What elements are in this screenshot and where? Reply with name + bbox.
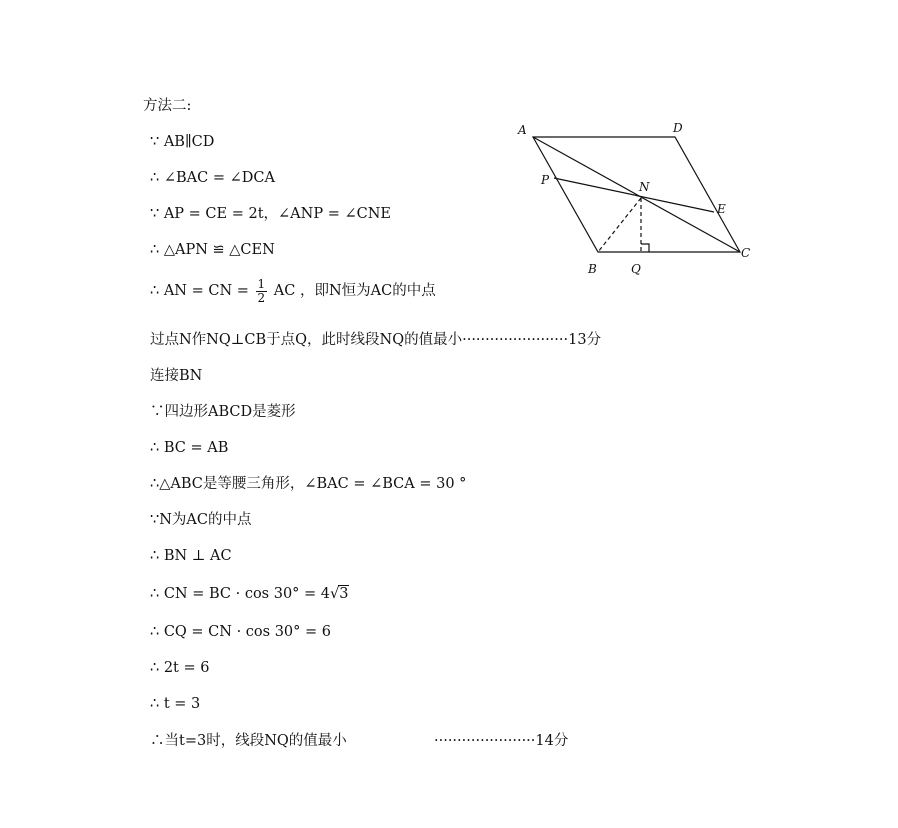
score-marker: ······················14分 bbox=[434, 733, 569, 749]
step-line: ∵四边形ABCD是菱形 bbox=[150, 404, 296, 420]
fraction bbox=[256, 278, 268, 305]
step-line-fraction bbox=[150, 276, 436, 306]
rhombus-diagram bbox=[505, 115, 765, 280]
label-c: C bbox=[741, 246, 751, 260]
fraction-numerator: 1 bbox=[257, 276, 266, 291]
label-b: B bbox=[588, 262, 597, 276]
step-line: ∵N为AC的中点 bbox=[150, 512, 252, 528]
step-line: ∴△ABC是等腰三角形，∠BAC = ∠BCA = 30 ° bbox=[150, 476, 467, 492]
segment-bn-dashed bbox=[598, 198, 641, 252]
step-line: ∴ △APN ≌ △CEN bbox=[150, 242, 275, 258]
step-line: ∴ CQ = CN · cos 30° = 6 bbox=[150, 624, 331, 640]
step-line: ∴ BC = AB bbox=[150, 440, 229, 456]
fraction-denominator: 2 bbox=[257, 290, 266, 305]
label-n: N bbox=[639, 180, 650, 194]
label-a: A bbox=[518, 123, 527, 137]
step-text: ∴ AN = CN = bbox=[150, 283, 249, 299]
sqrt-symbol: √ bbox=[330, 586, 340, 602]
step-line: ∴ 2t = 6 bbox=[150, 660, 210, 676]
step-line: ∵ AB∥CD bbox=[150, 134, 215, 150]
label-p: P bbox=[541, 173, 550, 187]
method-heading: 方法二: bbox=[143, 98, 192, 114]
step-text: ∴ CN = BC · cos 30° = 4 bbox=[150, 586, 331, 602]
label-e: E bbox=[717, 202, 726, 216]
label-d: D bbox=[673, 121, 683, 135]
step-line: 连接BN bbox=[150, 368, 203, 384]
right-angle-mark bbox=[641, 244, 649, 252]
label-q: Q bbox=[631, 262, 641, 276]
sqrt-radicand: 3 bbox=[339, 586, 349, 602]
step-text: AC ，即N恒为AC的中点 bbox=[273, 283, 436, 299]
step-line: 过点N作NQ⊥CB于点Q，此时线段NQ的值最小·······················13分 bbox=[150, 332, 602, 348]
step-line: ∴当t=3时，线段NQ的值最小 bbox=[150, 733, 347, 749]
step-line: ∴ ∠BAC = ∠DCA bbox=[150, 170, 275, 186]
diagonal-ac bbox=[533, 137, 740, 252]
segment-pe bbox=[554, 178, 714, 212]
step-line-sqrt bbox=[150, 584, 349, 604]
step-line: ∴ t = 3 bbox=[150, 696, 201, 712]
step-line: ∴ BN ⊥ AC bbox=[150, 548, 232, 564]
step-line: ∵ AP = CE = 2t，∠ANP = ∠CNE bbox=[150, 206, 391, 222]
